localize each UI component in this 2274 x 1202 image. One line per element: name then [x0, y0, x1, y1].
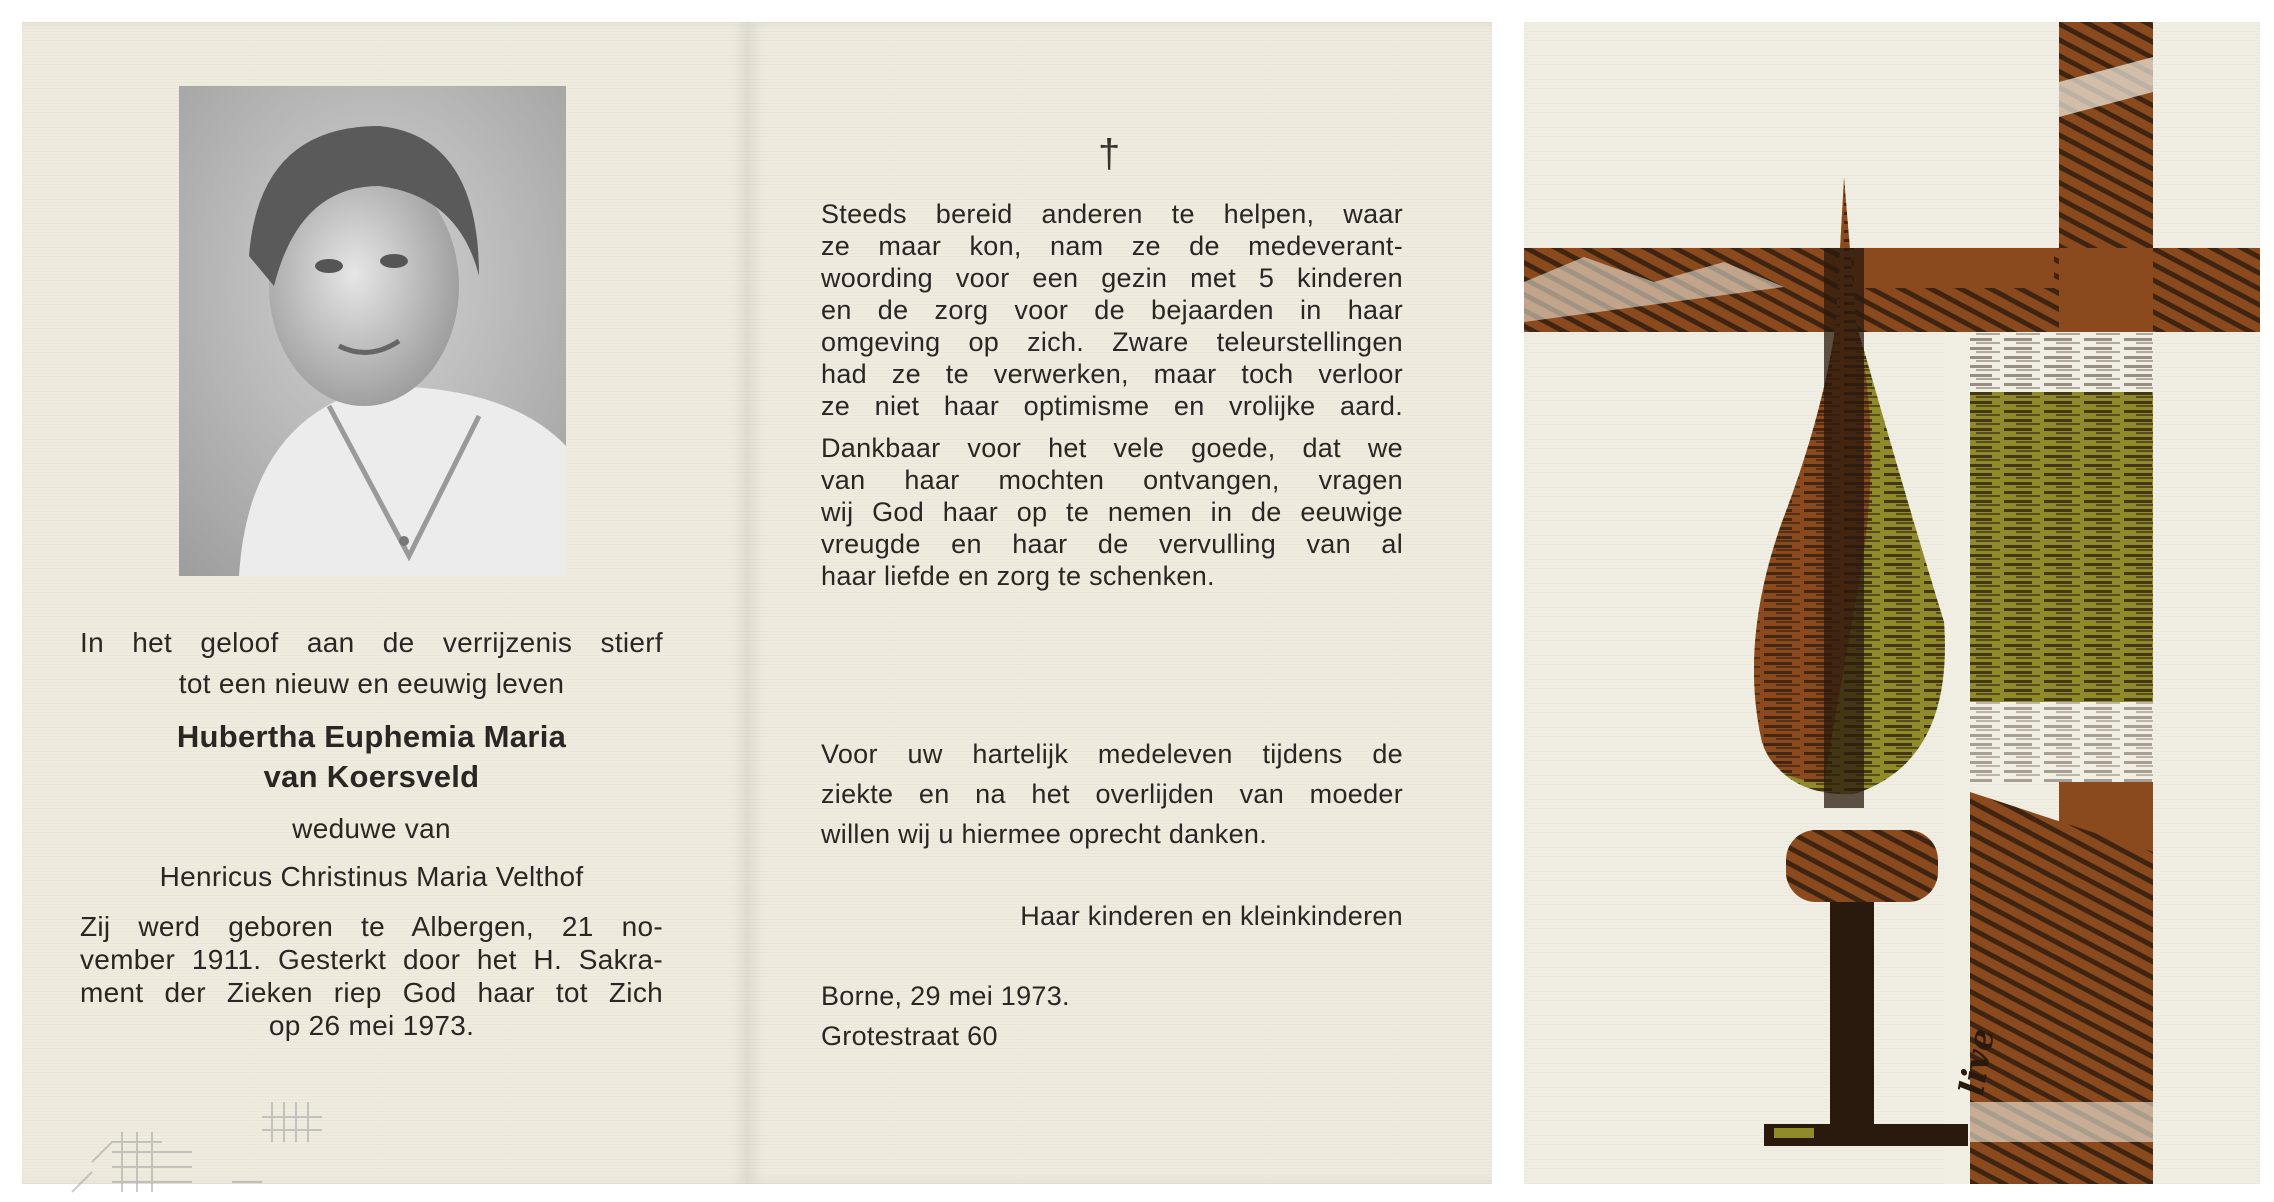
portrait-photo: [179, 86, 566, 576]
paragraph-memorial: [821, 198, 1403, 422]
text-line: van haar mochten ontvangen, vragen: [821, 465, 1403, 495]
text-line: Voor uw hartelijk medeleven tijdens de: [821, 739, 1403, 769]
bio-line: Zij werd geboren te Albergen, 21 no-: [80, 911, 663, 942]
deceased-name: Hubertha Euphemia Maria: [176, 719, 567, 754]
right-card-cover: [1524, 22, 2260, 1184]
cross-icon: †: [1098, 132, 1121, 176]
text-line: haar liefde en zorg te schenken.: [821, 561, 1215, 591]
text-line: ziekte en na het overlijden van moeder: [821, 779, 1403, 809]
left-card-page: [22, 22, 746, 1184]
text-line: woording voor een gezin met 5 kinderen: [821, 263, 1403, 293]
bio-line: vember 1911. Gesterkt door het H. Sakra-: [80, 944, 663, 975]
place-date: Borne, 29 mei 1973.: [821, 981, 1070, 1011]
text-line: Steeds bereid anderen te helpen, waar: [821, 199, 1403, 229]
text-line: en de zorg voor de bejaarden in haar: [821, 295, 1403, 325]
widow-of-label: weduwe van: [292, 813, 451, 844]
text-line: had ze te verwerken, maar toch verloor: [821, 359, 1403, 389]
bio-line: op 26 mei 1973.: [268, 1010, 475, 1041]
candle-artwork: [1524, 22, 2260, 1184]
text-line: omgeving op zich. Zware teleurstellingen: [821, 327, 1403, 357]
text-line: vreugde en haar de vervulling van al: [821, 529, 1403, 559]
intro-line: tot een nieuw en eeuwig leven: [178, 668, 565, 699]
text-line: willen wij u hiermee oprecht danken.: [821, 819, 1268, 849]
text-line: ze maar kon, nam ze de medeverant-: [821, 231, 1403, 261]
deceased-surname: van Koersveld: [263, 759, 480, 794]
paragraph-prayer: [821, 432, 1403, 592]
intro-line: In het geloof aan de verrijzenis stierf: [80, 627, 663, 658]
bio-line: ment der Zieken riep God haar tot Zich: [80, 977, 663, 1008]
middle-card-page: [746, 22, 1492, 1184]
text-line: ze niet haar optimisme en vrolijke aard.: [821, 391, 1403, 421]
paragraph-thanks: [821, 734, 1403, 854]
address: Grotestraat 60: [821, 1021, 998, 1051]
text-line: Dankbaar voor het vele goede, dat we: [821, 433, 1403, 463]
artist-signature: live: [1952, 1025, 2004, 1099]
print-smudge-marks: [52, 1072, 352, 1202]
text-line: wij God haar op te nemen in de eeuwige: [821, 497, 1403, 527]
signed-by: Haar kinderen en kleinkinderen: [1020, 901, 1403, 931]
husband-name: Henricus Christinus Maria Velthof: [159, 861, 584, 892]
